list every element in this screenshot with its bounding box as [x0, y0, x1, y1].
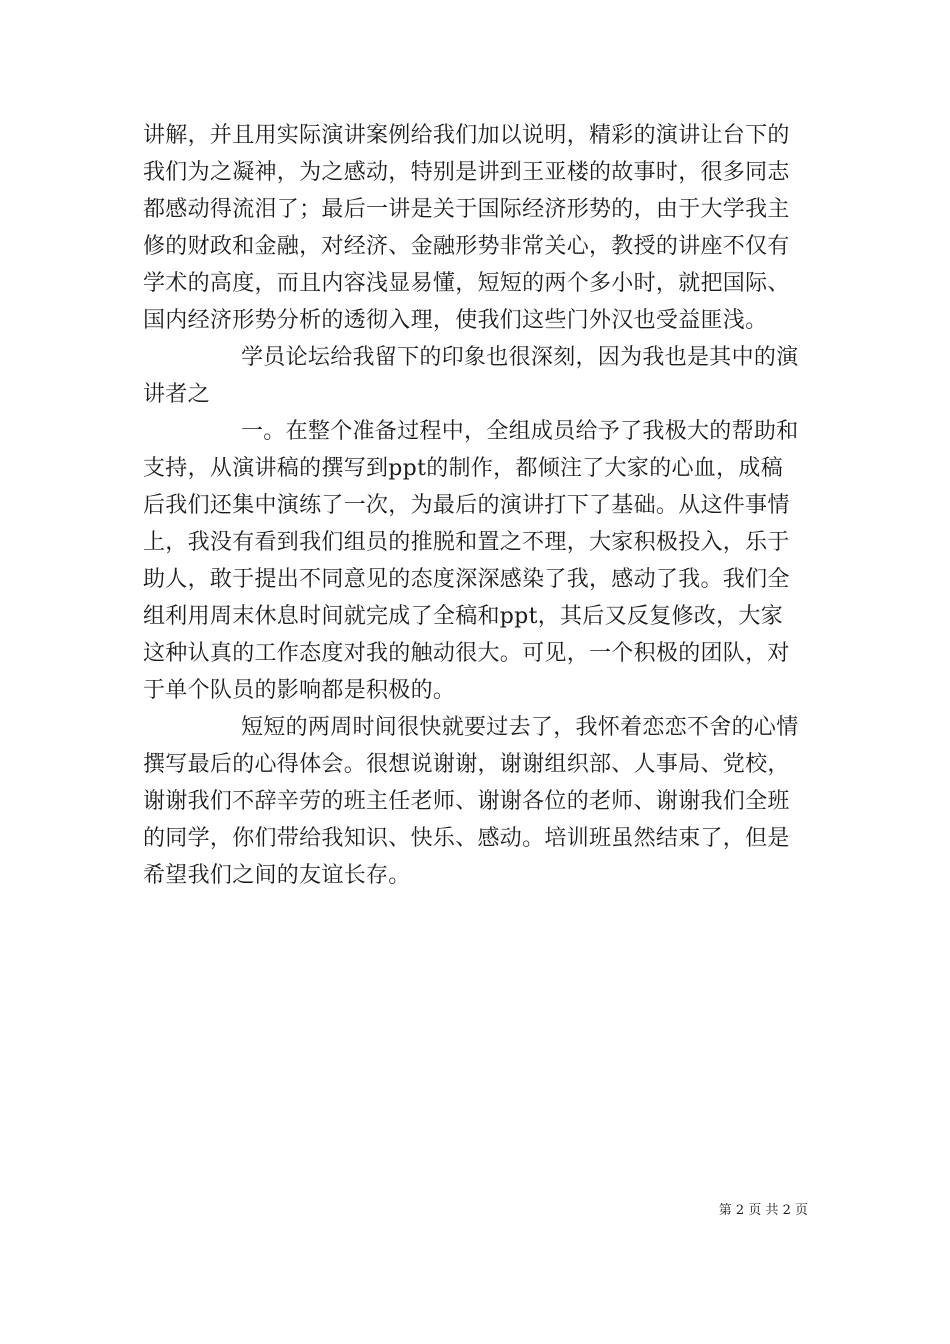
text-line: 的同学，你们带给我知识、快乐、感动。培训班虽然结束了，但是 [143, 826, 790, 851]
text-line: 希望我们之间的友谊长存。 [143, 863, 411, 888]
text-line: 撰写最后的心得体会。很想说谢谢，谢谢组织部、人事局、党校， [143, 752, 790, 777]
text-line: 上，我没有看到我们组员的推脱和置之不理，大家积极投入，乐于 [143, 530, 790, 555]
text-line: 支持，从演讲稿的撰写到ppt的制作，都倾注了大家的心血，成稿 [143, 456, 784, 481]
text-line: 一。在整个准备过程中，全组成员给予了我极大的帮助和 [241, 419, 799, 444]
text-line: 国内经济形势分析的透彻入理，使我们这些门外汉也受益匪浅。 [143, 308, 768, 333]
text-line: 学术的高度，而且内容浅显易懂，短短的两个多小时，就把国际、 [143, 271, 790, 296]
text-line: 后我们还集中演练了一次，为最后的演讲打下了基础。从这件事情 [143, 493, 790, 518]
text-line: 这种认真的工作态度对我的触动很大。可见，一个积极的团队，对 [143, 641, 790, 666]
text-line: 都感动得流泪了；最后一讲是关于国际经济形势的，由于大学我主 [143, 197, 790, 222]
text-line: 修的财政和金融，对经济、金融形势非常关心，教授的讲座不仅有 [143, 234, 790, 259]
text-line: 讲解，并且用实际演讲案例给我们加以说明，精彩的演讲让台下的 [143, 123, 790, 148]
text-line: 讲者之 [143, 382, 210, 407]
text-line: 助人，敢于提出不同意见的态度深深感染了我，感动了我。我们全 [143, 567, 790, 592]
text-line: 谢谢我们不辞辛劳的班主任老师、谢谢各位的老师、谢谢我们全班 [143, 789, 790, 814]
text-line: 我们为之凝神，为之感动，特别是讲到王亚楼的故事时，很多同志 [143, 160, 790, 185]
text-line: 于单个队员的影响都是积极的。 [143, 678, 456, 703]
page-number-footer: 第 2 页 共 2 页 [718, 1203, 808, 1218]
text-line: 学员论坛给我留下的印象也很深刻，因为我也是其中的演 [241, 345, 799, 370]
text-line: 短短的两周时间很快就要过去了，我怀着恋恋不舍的心情 [241, 715, 799, 740]
text-line: 组利用周末休息时间就完成了全稿和ppt，其后又反复修改，大家 [143, 604, 784, 629]
document-body [143, 117, 808, 894]
